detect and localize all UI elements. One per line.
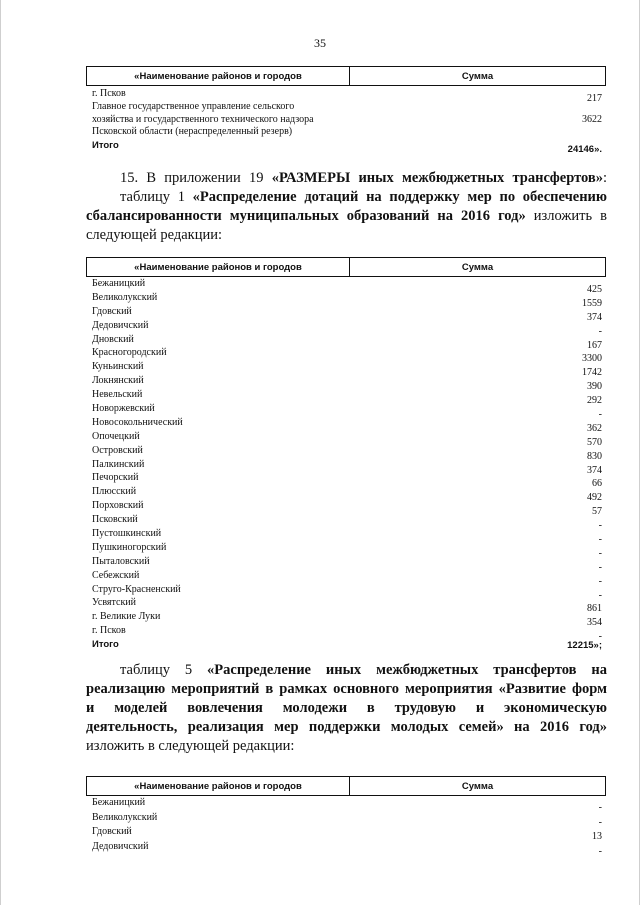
row-value: -: [598, 631, 602, 643]
row-value: -: [598, 409, 602, 420]
row-name: Пушкиногорский: [92, 541, 167, 553]
row-name: Порховский: [92, 500, 144, 512]
table-row: [92, 277, 602, 295]
row-name: Плюсский: [92, 486, 137, 498]
row-value: 13: [592, 831, 602, 842]
text-run-bold: «РАЗМЕРЫ иных межбюджетных трансфертов»: [271, 170, 603, 186]
total-value: 24146».: [567, 144, 602, 155]
table1-header-sum: Сумма: [461, 70, 494, 82]
table-row: [92, 610, 602, 629]
table-row: [92, 527, 602, 546]
row-value: -: [598, 802, 602, 813]
row-value: -: [598, 520, 602, 532]
row-name: Островский: [92, 444, 143, 456]
table-row: [92, 499, 602, 518]
row-name: Дновский: [92, 333, 134, 345]
text-run: изложить в следующей редакции:: [86, 738, 295, 754]
table-row: [92, 541, 602, 559]
row-value: -: [598, 816, 602, 828]
row-name: Великолукский: [92, 811, 158, 823]
table-row: [92, 305, 602, 323]
row-name: Дедовичский: [92, 319, 149, 331]
row-value: -: [598, 534, 602, 546]
row-value: 66: [592, 478, 602, 490]
table1-header-name: «Наименование районов и городов: [87, 67, 350, 85]
row-name: Великолукский: [92, 291, 158, 303]
row-value: 492: [587, 492, 602, 504]
total-value: 12215»;: [567, 640, 602, 652]
row-value: 362: [587, 422, 602, 434]
table1-body: [92, 86, 602, 153]
text-run-bold: «Распределение иных межбюджетных трансфертов на: [207, 662, 607, 678]
row-value: 57: [592, 506, 602, 518]
table3-header: [86, 776, 606, 796]
row-name: Псковский: [92, 514, 138, 526]
row-value: 167: [587, 339, 602, 351]
text-run: изложить в: [525, 208, 608, 224]
paragraph-table5: [86, 661, 607, 756]
text-run-bold: и моделей вовлечения молодежи в трудовую и экономическую: [86, 700, 607, 716]
row-name: Бежаницкий: [92, 797, 146, 808]
table-row: [92, 291, 602, 309]
page-edge-left: [0, 0, 1, 905]
row-name: Струго-Красненский: [92, 583, 181, 595]
row-name: Новосокольнический: [92, 416, 183, 428]
row-value: -: [598, 561, 602, 573]
table-row: [92, 444, 602, 462]
row-value: 425: [587, 283, 602, 295]
row-name: г. Псков: [92, 625, 126, 637]
paragraph-line: [86, 680, 607, 699]
text-run: :: [602, 170, 607, 186]
row-name-line: Псковской области (нераспределенный резерв): [92, 126, 293, 137]
row-name-line: Главное государственное управление сельского: [92, 101, 295, 112]
row-value: 1559: [582, 297, 602, 309]
row-name: Куньинский: [92, 361, 144, 373]
table-row: [92, 513, 602, 532]
row-name: Красногородский: [92, 347, 167, 359]
table-row: [92, 811, 602, 826]
paragraph-line: [86, 169, 607, 188]
table3-header-sum: Сумма: [461, 780, 494, 792]
table3-header-name: «Наименование районов и городов: [87, 777, 350, 795]
table-total-row: [92, 638, 602, 652]
table-row: [92, 471, 602, 490]
paragraph-line: [86, 207, 607, 226]
table2-body: [92, 277, 602, 652]
paragraph-line: [86, 188, 607, 207]
row-value: -: [598, 325, 602, 337]
table-row: [92, 402, 602, 420]
table-row: [92, 555, 602, 573]
row-value: 292: [587, 395, 602, 407]
table-row: [92, 458, 602, 476]
table1-header: [86, 66, 606, 86]
table-row: [92, 583, 602, 601]
table-row: [92, 374, 602, 393]
row-value: 830: [587, 450, 602, 462]
row-name: Себежский: [92, 569, 140, 581]
row-name: Пустошкинский: [92, 528, 162, 540]
paragraph-line: [86, 661, 607, 680]
row-name: Палкинский: [92, 458, 145, 470]
table-row: [92, 416, 602, 434]
paragraph-15: [86, 169, 607, 245]
table2-header-sum: Сумма: [461, 261, 494, 273]
table-row: [92, 360, 602, 379]
row-value: 861: [587, 603, 602, 615]
row-name: Невельский: [92, 389, 143, 401]
table-row: [92, 825, 602, 840]
row-value: 217: [587, 92, 602, 104]
table-row: [92, 333, 602, 351]
total-label: Итого: [92, 639, 119, 651]
table2-header: [86, 257, 606, 277]
table-row: [92, 388, 602, 407]
table-row: [92, 796, 602, 811]
text-run: следующей редакции:: [86, 227, 223, 243]
row-value: 374: [587, 311, 602, 323]
row-name-line: хозяйства и государственного технического надзора: [92, 113, 314, 125]
table2-header-name: «Наименование районов и городов: [87, 258, 350, 276]
table-row: [92, 430, 602, 448]
row-name: Опочецкий: [92, 430, 140, 442]
row-name-multiline: [92, 101, 314, 139]
table-row: [92, 840, 602, 855]
row-value: 390: [587, 381, 602, 393]
table-row: [92, 485, 602, 504]
text-run-bold: «Распределение дотаций на поддержку мер по обеспечению: [192, 189, 607, 205]
text-run: таблицу 1: [120, 189, 193, 205]
text-run-bold: деятельность, реализация мер поддержки молодых семей» на 2016 год»: [86, 719, 607, 735]
table-row: [92, 346, 602, 365]
row-name: Пыталовский: [92, 555, 150, 567]
row-value: 3300: [582, 353, 602, 365]
paragraph-line: [86, 737, 607, 756]
table-total-row: [92, 139, 602, 153]
row-name: Усвятский: [92, 597, 136, 609]
row-name: Печорский: [92, 472, 139, 484]
row-value: -: [598, 575, 602, 587]
paragraph-line: [86, 699, 607, 718]
text-run: 15. В приложении 19: [120, 170, 272, 186]
row-value: -: [598, 547, 602, 559]
table-row: [92, 86, 602, 104]
total-label: Итого: [92, 140, 119, 151]
table-row: [92, 101, 602, 139]
row-name: г. Великие Луки: [92, 611, 161, 623]
row-name: Локнянский: [92, 375, 144, 387]
row-name: Дедовичский: [92, 840, 149, 852]
text-run-bold: реализацию мероприятий в рамках основного мероприятия «Развитие форм: [86, 681, 607, 697]
text-run: таблицу 5: [120, 662, 208, 678]
paragraph-line: [86, 718, 607, 737]
page-number: 35: [314, 36, 326, 50]
text-run-bold: сбалансированности муниципальных образований на 2016 год»: [86, 208, 526, 224]
table3-body: [92, 796, 602, 857]
row-name: Новоржевский: [92, 403, 155, 414]
table-row: [92, 569, 602, 587]
row-value: -: [598, 589, 602, 601]
row-value: 354: [587, 617, 602, 629]
row-name: Гдовский: [92, 305, 132, 317]
row-value: 3622: [582, 113, 602, 125]
row-value: -: [598, 845, 602, 857]
row-name: Бежаницкий: [92, 277, 146, 289]
row-value: 1742: [582, 367, 602, 379]
row-value: 374: [587, 464, 602, 476]
row-value: 570: [587, 436, 602, 448]
table-row: [92, 319, 602, 337]
table-row: [92, 624, 602, 643]
paragraph-line: [86, 226, 607, 245]
row-name: Гдовский: [92, 826, 132, 837]
row-name: г. Псков: [92, 87, 126, 99]
table-row: [92, 596, 602, 615]
